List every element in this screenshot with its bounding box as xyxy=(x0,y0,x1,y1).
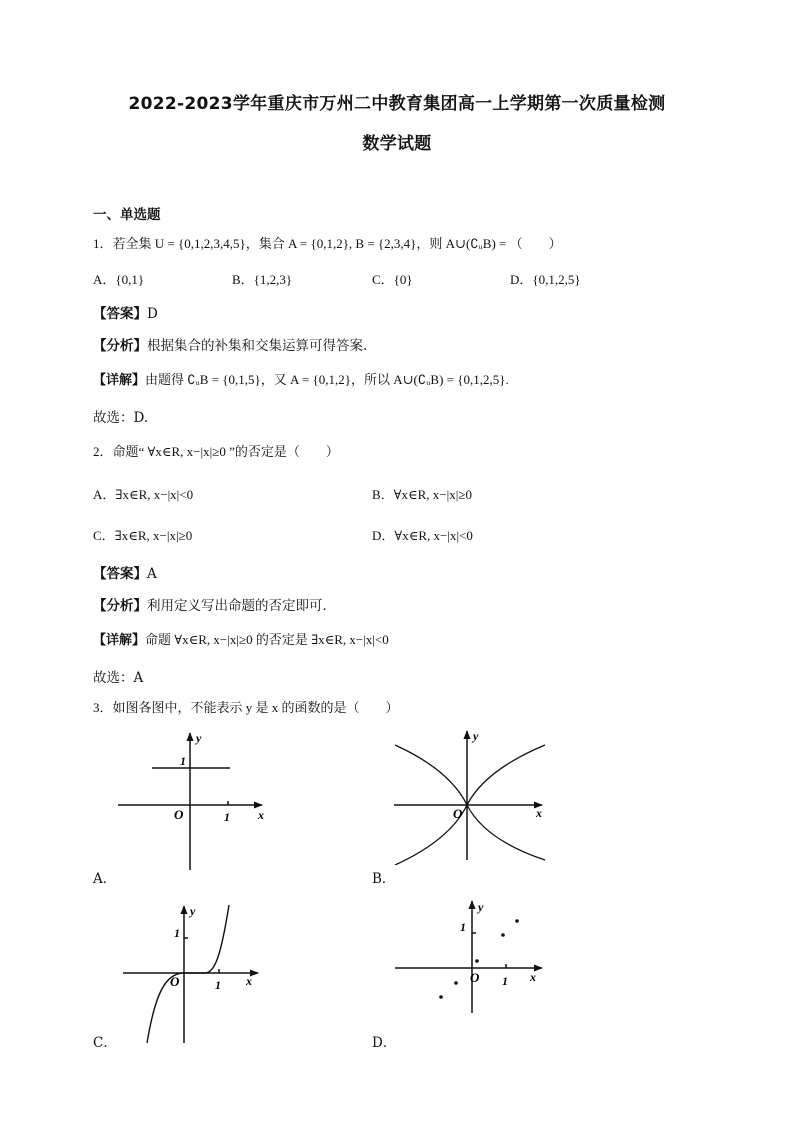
q1-stem: 1．若全集 U = {0,1,2,3,4,5}，集合 A = {0,1,2}, B = {2,3,4}，则 A∪(∁ᵤB) = （ ） xyxy=(93,236,562,251)
origin-label: O xyxy=(174,807,184,822)
answer-tag: 【答案】 xyxy=(93,566,147,582)
q1-conclusion: 故选：D. xyxy=(93,410,149,426)
y-label: y xyxy=(473,729,479,743)
detail-tag: 【详解】 xyxy=(93,633,146,648)
analysis-tag: 【分析】 xyxy=(93,598,147,614)
q2-detail xyxy=(93,629,389,648)
x-one-label: 1 xyxy=(502,974,508,988)
q1-option-c: C．{0} xyxy=(372,272,413,287)
q2-detail-text: 命题 ∀x∈R, x−|x|≥0 的否定是 ∃x∈R, x−|x|<0 xyxy=(145,632,389,647)
graph-b-label: B． xyxy=(372,871,396,887)
graph-d-label: D． xyxy=(372,1035,397,1051)
page-subtitle: 数学试题 xyxy=(362,134,432,154)
x-one-label: 1 xyxy=(224,810,230,824)
graph-c xyxy=(115,900,275,1045)
section-heading: 一、单选题 xyxy=(93,207,161,223)
graph-a-label: A． xyxy=(93,871,117,887)
q2-answer xyxy=(93,562,157,582)
graph-d xyxy=(390,895,550,1015)
q1-option-d: D．{0,1,2,5} xyxy=(510,272,581,287)
q1-analysis-text: 根据集合的补集和交集运算可得答案. xyxy=(147,338,368,354)
scatter-point xyxy=(515,919,519,923)
detail-tag: 【详解】 xyxy=(93,373,146,388)
q2-option-c: C．∃x∈R, x−|x|≥0 xyxy=(93,528,193,543)
q2-option-d: D．∀x∈R, x−|x|<0 xyxy=(372,528,473,543)
scatter-point xyxy=(454,981,458,985)
y-one-label: 1 xyxy=(174,926,180,940)
y-label: y xyxy=(190,904,196,918)
q1-answer-value: D xyxy=(147,306,158,322)
q2-analysis xyxy=(93,594,336,614)
graph-a xyxy=(110,725,280,875)
origin-label: O xyxy=(470,970,480,985)
graph-c-label: C． xyxy=(93,1035,117,1051)
origin-label: O xyxy=(453,806,463,821)
q1-detail xyxy=(93,369,509,388)
graph-b xyxy=(390,725,555,865)
x-label: x xyxy=(246,974,252,988)
right-curve xyxy=(467,745,545,860)
q2-answer-value: A xyxy=(147,566,157,582)
q2-option-a: A．∃x∈R, x−|x|<0 xyxy=(93,487,194,502)
analysis-tag: 【分析】 xyxy=(93,338,147,354)
x-label: x xyxy=(530,970,536,984)
page-title: 2022-2023学年重庆市万州二中教育集团高一上学期第一次质量检测 xyxy=(128,94,666,114)
q3-stem: 3．如图各图中，不能表示 y 是 x 的函数的是（ ） xyxy=(93,700,399,715)
scatter-point xyxy=(475,959,479,963)
q2-option-b: B．∀x∈R, x−|x|≥0 xyxy=(372,487,472,502)
y-one-label: 1 xyxy=(460,920,466,934)
origin-label: O xyxy=(170,974,180,989)
x-label: x xyxy=(536,806,542,820)
q2-conclusion: 故选：A xyxy=(93,670,144,686)
x-one-label: 1 xyxy=(215,978,221,992)
curve xyxy=(147,905,229,1043)
q2-analysis-text: 利用定义写出命题的否定即可． xyxy=(147,598,336,614)
q2-stem: 2．命题“ ∀x∈R, x−|x|≥0 ”的否定是（ ） xyxy=(93,444,339,459)
scatter-point xyxy=(439,995,443,999)
y-label: y xyxy=(196,731,202,745)
q1-answer xyxy=(93,302,158,322)
y-one-label: 1 xyxy=(180,754,186,768)
q1-option-a: A．{0,1} xyxy=(93,272,145,287)
q1-detail-text: 由题得 ∁ᵤB = {0,1,5}，又 A = {0,1,2}，所以 A∪(∁ᵤB) = {0,1,2,5}. xyxy=(145,372,509,387)
q1-analysis xyxy=(93,334,367,354)
answer-tag: 【答案】 xyxy=(93,306,147,322)
scatter-point xyxy=(501,933,505,937)
x-label: x xyxy=(258,808,264,822)
q1-option-b: B．{1,2,3} xyxy=(232,272,293,287)
y-label: y xyxy=(478,900,484,914)
